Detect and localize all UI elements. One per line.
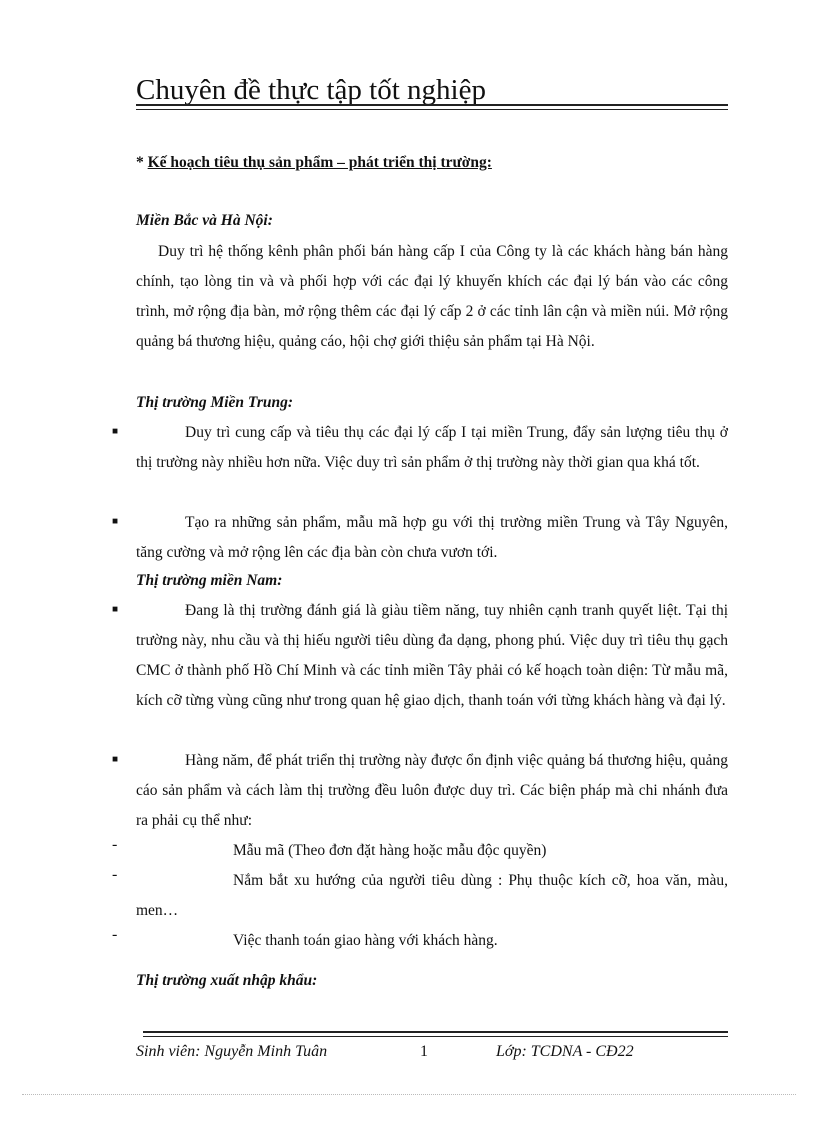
dash-marker: - [112,866,118,883]
footer-student: Sinh viên: Nguyễn Minh Tuân [136,1043,328,1060]
section-title [136,148,728,178]
bullet-south-2: Hàng năm, để phát triển thị trường này được ổn định việc quảng bá thương hiệu, quảng cáo sản phẩm và cách làm thị trường đều luôn được duy trì. Các biện pháp mà chi nhánh đưa ra phải cụ thể như: [136,752,728,829]
dash-marker: - [112,836,118,853]
header-double-rule [136,104,728,110]
bullet-icon: ■ [112,426,119,437]
footer-class: Lớp: TCDNA - CĐ22 [496,1043,634,1060]
dash-marker: - [112,926,118,943]
section-title-text: Kế hoạch tiêu thụ sản phẩm – phát triển thị trường: [147,154,492,171]
heading-north: Miền Bắc và Hà Nội: [136,212,273,229]
footer-page-number: 1 [420,1043,428,1060]
bullet-central-2: Tạo ra những sản phẩm, mẫu mã hợp gu với thị trường miền Trung và Tây Nguyên, tăng cường và mở rộng lên các địa bàn còn chưa vươn tới. [136,514,728,561]
bullet-south-1: Đang là thị trường đánh giá là giàu tiềm năng, tuy nhiên cạnh tranh quyết liệt. Tại thị trường này, nhu cầu và thị hiếu người tiêu dùng đa dạng, phong phú. Việc duy trì tiêu thụ gạch CMC ở thành phố Hồ Chí Minh và các tỉnh miền Tây phải có kế hoạch toàn diện: Từ mẫu mã, kích cỡ từng vùng cũng như trong quan hệ giao dịch, thanh toán với từng khách hàng và đại lý. [136,602,728,709]
bullet-icon: ■ [112,604,119,615]
page-header-title: Chuyên đề thực tập tốt nghiệp [136,74,486,106]
footer-double-rule [143,1031,728,1037]
bullet-central-1: Duy trì cung cấp và tiêu thụ các đại lý cấp I tại miền Trung, đẩy sản lượng tiêu thụ ở thị trường này nhiều hơn nữa. Việc duy trì sản phẩm ở thị trường này thời gian qua khá tốt. [136,424,728,471]
heading-south: Thị trường miền Nam: [136,572,283,589]
dash-item-2: Nắm bắt xu hướng của người tiêu dùng : Phụ thuộc kích cỡ, hoa văn, màu, men… [136,872,728,919]
heading-export: Thị trường xuất nhập khẩu: [136,972,318,989]
page-bottom-dotted-border [22,1094,796,1095]
dash-item-1: Mẫu mã (Theo đơn đặt hàng hoặc mẫu độc quyền) [233,842,547,859]
section-star: * [136,154,148,171]
paragraph-north: Duy trì hệ thống kênh phân phối bán hàng cấp I của Công ty là các khách hàng bán hàng chính, tạo lòng tin và và phối hợp với các đại lý khuyến khích các đại lý bán vào các công trình, mở rộng địa bàn, mở rộng thêm các đại lý cấp 2 ở các tỉnh lân cận và miền núi. Mở rộng quảng bá thương hiệu, quảng cáo, hội chợ giới thiệu sản phẩm tại Hà Nội. [136,243,728,350]
bullet-icon: ■ [112,516,119,527]
heading-central: Thị trường Miền Trung: [136,394,293,411]
bullet-icon: ■ [112,754,119,765]
dash-item-3: Việc thanh toán giao hàng với khách hàng. [233,932,498,949]
